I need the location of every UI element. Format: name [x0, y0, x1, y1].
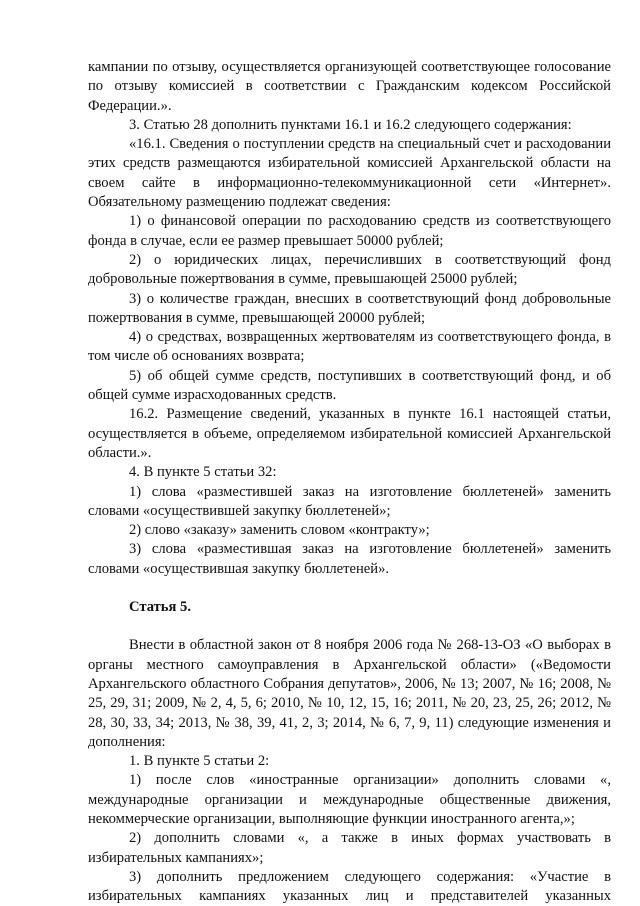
- paragraph: «16.1. Сведения о поступлении средств на специальный счет и расходовании этих средств размещаются избирательной комиссией Архангельской области на своем сайте в информационно-телекоммуникационной сети «Интернет». Обязательному размещению подлежат сведения:: [88, 136, 611, 211]
- article-heading: Статья 5.: [129, 599, 191, 616]
- list-item: 1) о финансовой операции по расходованию средств из соответствующего фонда в случае, если ее размер превышает 50000 рублей;: [88, 213, 611, 249]
- list-item: 3) дополнить предложением следующего содержания: «Участие в избирательных кампаниях указанных лиц и представителей указанных: [88, 868, 611, 905]
- section-article-4-continuation: [88, 58, 611, 579]
- list-item: 2) слово «заказу» заменить словом «контракту»;: [129, 522, 430, 539]
- list-item: 2) дополнить словами «, а также в иных формах участвовать в избирательных кампаниях»;: [88, 830, 611, 866]
- document-page: [88, 58, 611, 906]
- paragraph: Внести в областной закон от 8 ноября 2006 года № 268-13-ОЗ «О выборах в органы местного самоуправления в Архангельской области» («Ведомости Архангельского областного Собрания депутатов», 2006, № 13; 2007, № 16; 2008, № 25, 29, 31; 2009, № 2, 4, 5, 6; 2010, № 10, 12, 15, 16; 2011, № 20, 23, 25, 26; 2012, № 28, 30, 33, 34; 2013, № 38, 39, 41, 2, 3; 2014, № 6, 7, 9, 11) следующие изменения и дополнения:: [88, 637, 611, 750]
- list-item: 3) слова «разместившая заказ на изготовление бюллетеней» заменить словами «осуществившая закупку бюллетеней».: [88, 541, 611, 577]
- list-item: 2) о юридических лицах, перечисливших в соответствующий фонд добровольные пожертвования в сумме, превышающей 25000 рублей;: [88, 251, 611, 288]
- list-item: 3) о количестве граждан, внесших в соответствующий фонд добровольные пожертвования в сумме, превышающей 20000 рублей;: [88, 290, 611, 326]
- list-item: 1) после слов «иностранные организации» дополнить словами «, международные организации и международные общественные движения, некоммерческие организации, выполняющие функции иностранного агента,»;: [88, 772, 611, 827]
- list-item: 5) об общей сумме средств, поступивших в соответствующий фонд, и об общей сумме израсходованных средств.: [88, 367, 611, 404]
- paragraph: кампании по отзыву, осуществляется организующей соответствующее голосование по отзыву комиссией в соответствии с Гражданским кодексом Российской Федерации.».: [88, 59, 611, 114]
- section-article-5: [88, 636, 611, 906]
- list-item: 1) слова «разместившей заказ на изготовление бюллетеней» заменить словами «осуществившей закупку бюллетеней»;: [88, 483, 611, 519]
- paragraph: 16.2. Размещение сведений, указанных в пункте 16.1 настоящей статьи, осуществляется в объеме, определяемом избирательной комиссией Архангельской области.».: [88, 406, 611, 461]
- paragraph: 4. В пункте 5 статьи 32:: [129, 464, 277, 481]
- paragraph: 1. В пункте 5 статьи 2:: [129, 753, 270, 770]
- paragraph: 3. Статью 28 дополнить пунктами 16.1 и 16.2 следующего содержания:: [129, 116, 572, 133]
- list-item: 4) о средствах, возвращенных жертвователям из соответствующего фонда, в том числе об основаниях возврата;: [88, 329, 611, 365]
